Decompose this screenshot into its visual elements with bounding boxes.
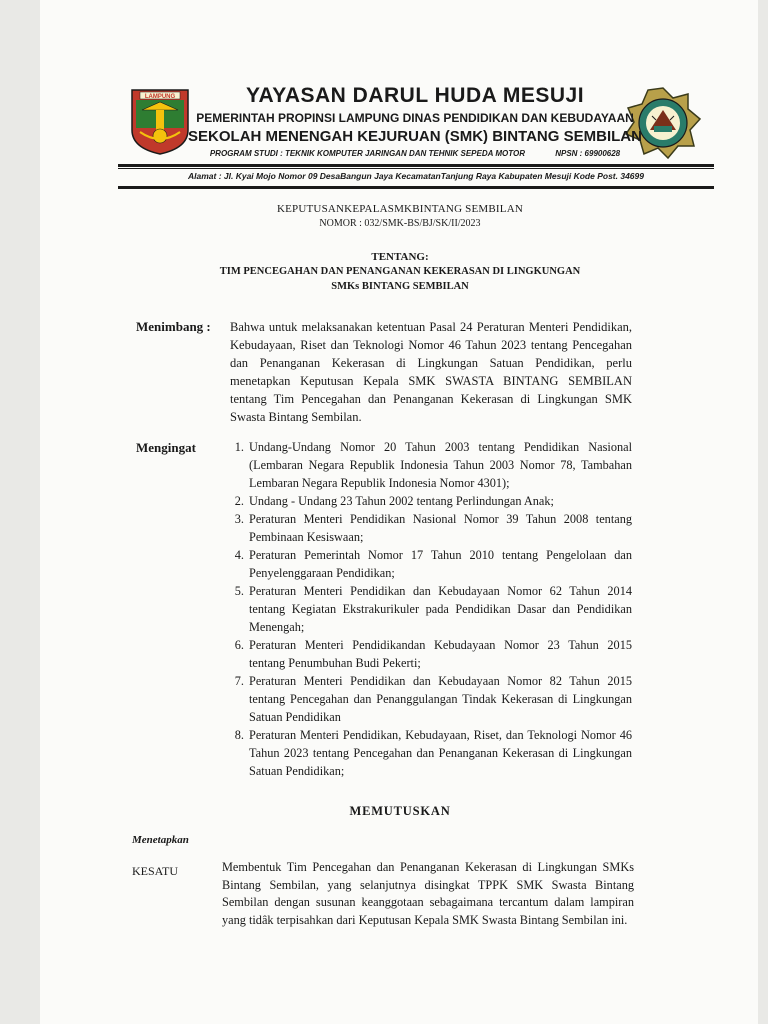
about-label: TENTANG: [371, 251, 429, 263]
about-line-2: SMKs BINTANG SEMBILAN [331, 281, 469, 292]
document-page [40, 0, 758, 1024]
school-name: SEKOLAH MENENGAH KEJURUAN (SMK) BINTANG SEMBILAN [188, 128, 642, 145]
list-item: 3. Peraturan Menteri Pendidikan Nasional Nomor 39 Tahun 2008 tentang Pembinaan Kesiswaan; [234, 512, 632, 544]
menetapkan-label: Menetapkan [132, 834, 189, 846]
government-line: PEMERINTAH PROPINSI LAMPUNG DINAS PENDIDIKAN DAN KEBUDAYAAN [196, 111, 634, 125]
about-line-1: TIM PENCEGAHAN DAN PENANGANAN KEKERASAN DI LINGKUNGAN [219, 266, 581, 277]
decree-title: KEPUTUSANKEPALASMKBINTANG SEMBILAN [276, 203, 523, 215]
mengingat-list [222, 438, 632, 780]
program-line [170, 149, 660, 158]
kesatu-text: Membentuk Tim Pencegahan dan Penanganan Kekerasan di Lingkungan SMKs Bintang Sembilan, yang selanjutnya disingkat TPPK SMK Swasta Bintang Sembilan dengan susunan keanggotaan sebagaimana tercantum dalam lampiran yang tidâk terpisahkan dari Keputusan Kepala SMK Swasta Bintang Sembilan ini. [222, 860, 634, 927]
foundation-name: YAYASAN DARUL HUDA MESUJI [245, 84, 585, 107]
address-line: Alamat : Jl. Kyai Mojo Nomor 09 DesaBangun Jaya KecamatanTanjung Raya Kabupaten Mesuji Kode Post. 34699 [188, 171, 644, 181]
header-rule-bottom [118, 186, 714, 189]
list-item: 8. Peraturan Menteri Pendidikan, Kebudayaan, Riset, dan Teknologi Nomor 46 Tahun 2023 tentang Pencegahan dan Penanganan Kekerasan di Lingkungan Satuan Pendidikan; [234, 728, 632, 778]
header-rule-thin [118, 168, 714, 169]
logo-left-text: LAMPUNG [144, 94, 176, 100]
menimbang-label: Menimbang : [136, 319, 211, 334]
list-item: 4. Peraturan Pemerintah Nomor 17 Tahun 2010 tentang Pengelolaan dan Penyelenggaraan Pendidikan; [234, 548, 632, 580]
npsn: NPSN : 69900628 [555, 149, 621, 158]
list-item: 1. Undang-Undang Nomor 20 Tahun 2003 tentang Pendidikan Nasional (Lembaran Negara Republik Indonesia Tahun 2003 Nomor 78, Tambahan Lembaran Negara Republik Indonesia Nomor 4301); [234, 440, 632, 490]
kesatu-label: KESATU [132, 864, 179, 878]
menimbang-text: Bahwa untuk melaksanakan ketentuan Pasal 24 Peraturan Menteri Pendidikan, Kebudayaan, Riset dan Teknologi Nomor 46 Tahun 2023 tentang Pencegahan dan Penanganan Kekerasan di Lingkungan Satuan Pendidikan, perlu menetapkan Keputusan Kepala SMK SWASTA BINTANG SEMBILAN tentang Tim Pencegahan dan Penanganan Kekerasan di Lingkungan SMK Swasta Bintang Sembilan. [230, 320, 632, 424]
decree-number: NOMOR : 032/SMK-BS/BJ/SK/II/2023 [319, 218, 481, 229]
list-item: 5. Peraturan Menteri Pendidikan dan Kebudayaan Nomor 62 Tahun 2014 tentang Kegiatan Ekstrakurikuler pada Pendidikan Dasar dan Pendidikan Menengah; [234, 584, 632, 634]
mengingat-label: Mengingat [136, 440, 196, 455]
list-item: 7. Peraturan Menteri Pendidikan dan Kebudayaan Nomor 82 Tahun 2015 tentang Pencegahan dan Penanggulangan Tindak Kekerasan di Lingkungan Satuan Pendidikan [234, 674, 632, 724]
memutuskan-heading: MEMUTUSKAN [349, 804, 451, 818]
list-item: 2. Undang - Undang 23 Tahun 2002 tentang Perlindungan Anak; [234, 494, 554, 508]
list-item: 6. Peraturan Menteri Pendidikandan Kebudayaan Nomor 23 Tahun 2015 tentang Penumbuhan Budi Pekerti; [234, 638, 632, 670]
program-study: PROGRAM STUDI : TEKNIK KOMPUTER JARINGAN DAN TEHNIK SEPEDA MOTOR [209, 149, 525, 158]
header-rule-top [118, 164, 714, 167]
